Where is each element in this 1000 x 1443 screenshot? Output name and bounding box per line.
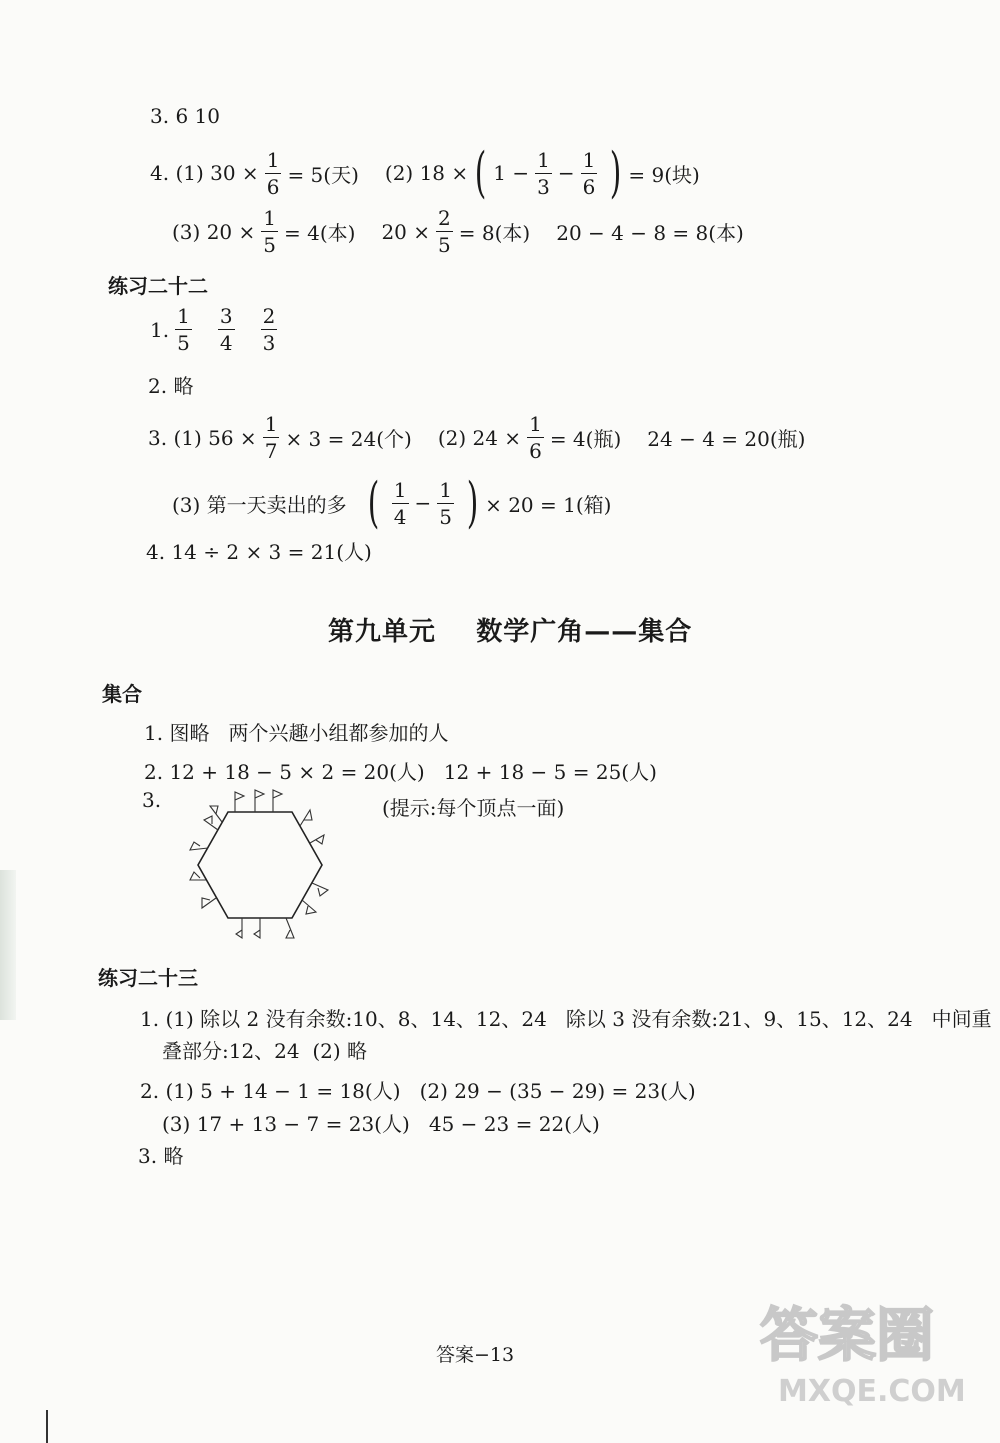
ex22-line-4: [172, 471, 612, 534]
expr-part: × 3 = 24(个): [285, 427, 412, 451]
answer-text: 1. 图略 两个兴趣小组都参加的人: [144, 721, 449, 745]
sets-hint: [382, 792, 564, 821]
ex23-line-1: [140, 1003, 992, 1032]
expr-part: = 4(本): [284, 221, 356, 245]
denominator: 4: [219, 331, 233, 355]
denominator: 5: [439, 504, 452, 529]
left-paren: (: [474, 141, 487, 204]
expr-part: = 5(天): [287, 162, 359, 187]
hint-text: (提示:每个顶点一面): [382, 796, 565, 820]
unit-title: [328, 611, 692, 648]
sets-line-1: [144, 717, 449, 746]
expr-part: −: [414, 491, 432, 515]
numerator: 1: [439, 477, 452, 502]
answer-text: 2. 略: [148, 374, 194, 398]
section-title: 练习二十三: [98, 966, 198, 990]
fraction: [436, 208, 453, 255]
page-number: [436, 1340, 514, 1367]
expr-part: (2) 24 ×: [437, 425, 522, 450]
ex22-line-3: [148, 414, 805, 461]
section-title-sets: [102, 678, 142, 707]
fraction: [437, 477, 454, 529]
expr-part: × 20 = 1(箱): [485, 492, 612, 517]
fraction: [581, 147, 598, 199]
scan-edge-line: [46, 1410, 48, 1443]
expr-part: (3) 第一天卖出的多: [172, 492, 347, 517]
expr-part: 20 − 4 − 8 = 8(本): [556, 221, 744, 245]
expr-part: 24 − 4 = 20(瓶): [647, 427, 806, 451]
denominator: 6: [266, 174, 280, 199]
answer-text: 1. (1) 除以 2 没有余数:10、8、14、12、24 除以 3 没有余数:21、9、15、12、24 中间重: [140, 1007, 992, 1031]
denominator: 4: [393, 504, 407, 529]
expr-part: 3. (1) 56 ×: [148, 425, 257, 450]
numerator: 3: [219, 304, 233, 328]
numerator: 1: [582, 147, 596, 172]
section-title: 集合: [102, 682, 142, 706]
numerator: 1: [393, 477, 407, 502]
answer-text: 3. 6 10: [150, 104, 220, 128]
answer-text: (3) 17 + 13 − 7 = 23(人) 45 − 23 = 22(人): [162, 1112, 600, 1136]
expr-part: 4. (1) 30 ×: [150, 161, 259, 185]
denominator: 5: [177, 331, 190, 355]
answer-text: 2. (1) 5 + 14 − 1 = 18(人) (2) 29 − (35 − 29) = 23(人): [140, 1079, 696, 1103]
section-title-exercise-23: [98, 962, 198, 991]
expr-part: (2) 18 ×: [384, 161, 469, 185]
expr-part: −: [557, 161, 575, 185]
answer-text: 2. 12 + 18 − 5 × 2 = 20(人) 12 + 18 − 5 = 25(人): [144, 760, 657, 784]
numerator: 1: [264, 412, 278, 436]
expr-part: = 8(本): [458, 221, 531, 245]
scan-edge-mark: [0, 870, 16, 1020]
watermark-logo: [750, 1283, 980, 1413]
answer-line-3: [150, 104, 220, 128]
numerator: 2: [262, 304, 276, 328]
fraction: [392, 477, 409, 529]
fraction: [535, 147, 552, 199]
ex23-line-1b: [162, 1035, 367, 1064]
ex23-line-2: [140, 1075, 696, 1104]
section-title-exercise-22: [108, 270, 208, 299]
numerator: 1: [266, 147, 280, 172]
answer-text: 3. 略: [138, 1144, 184, 1168]
left-paren: (: [367, 471, 380, 534]
right-paren: ): [466, 471, 479, 534]
sets-line-3-number: [142, 788, 161, 812]
hexagon-flags-diagram: [160, 780, 360, 950]
numerator: 1: [263, 206, 276, 230]
numerator: 1: [537, 147, 550, 172]
numerator: 2: [438, 206, 451, 230]
expr-part: 20 ×: [381, 219, 431, 244]
ex22-line-5: [146, 536, 372, 565]
ex22-line-2: [148, 370, 193, 399]
answer-text: 4. 14 ÷ 2 × 3 = 21(人): [146, 540, 372, 564]
expr-part: 1 −: [493, 161, 530, 185]
section-title: 练习二十二: [108, 274, 208, 298]
denominator: 7: [264, 439, 278, 463]
ex23-line-3: [162, 1108, 600, 1137]
answer-text: 叠部分:12、24 (2) 略: [162, 1039, 368, 1063]
numerator: 1: [177, 304, 190, 328]
fraction: [527, 414, 544, 461]
expr-part: = 9(块): [628, 162, 700, 187]
expr-part: (3) 20 ×: [172, 219, 256, 244]
watermark-url: MXQE.COM: [778, 1374, 966, 1409]
hexagon-shape: [198, 812, 322, 918]
denominator: 5: [263, 233, 276, 257]
unit-title-text: 第九单元 数学广角——集合: [328, 617, 693, 647]
fraction: [261, 306, 278, 353]
answer-line-4-1: [150, 141, 700, 204]
fraction: [263, 414, 280, 461]
fraction: [175, 306, 192, 353]
watermark-text: 答案圈: [760, 1301, 935, 1369]
expr-part: 1.: [150, 317, 170, 342]
page-number-text: 答案−13: [436, 1344, 515, 1366]
denominator: 6: [582, 174, 596, 199]
fraction: [261, 208, 278, 255]
denominator: 6: [529, 439, 542, 463]
ex22-line-1: [150, 306, 283, 353]
answer-number: 3.: [142, 788, 162, 812]
fraction: [265, 147, 282, 199]
expr-part: = 4(瓶): [549, 427, 622, 451]
ex23-line-4: [138, 1140, 183, 1169]
denominator: 3: [262, 331, 276, 355]
right-paren: ): [610, 141, 622, 204]
numerator: 1: [529, 412, 542, 436]
denominator: 5: [438, 233, 451, 257]
answer-line-4-3: [172, 208, 744, 255]
denominator: 3: [537, 174, 550, 199]
fraction: [218, 306, 235, 353]
